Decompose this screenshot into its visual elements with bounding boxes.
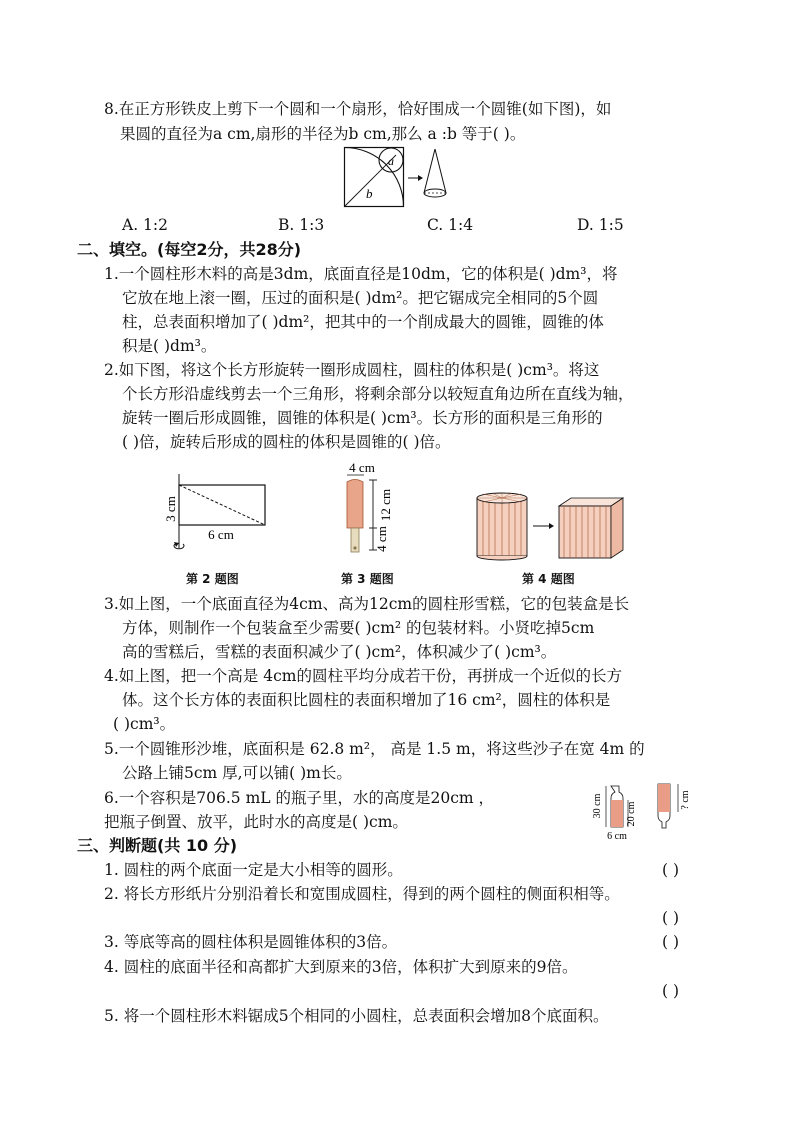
q8-line2: 果圆的直径为a cm,扇形的半径为b cm,那么 a :b 等于( )。 <box>120 125 526 143</box>
fig6-label-20: 20 cm <box>626 801 637 827</box>
s3-item1-answer[interactable]: ( ) <box>662 861 680 879</box>
s2-q5-line1: 5.一个圆锥形沙堆，底面积是 62.8 m²， 高是 1.5 m，将这些沙子在宽 4m 的 <box>104 740 645 758</box>
s2-q6-line2: 把瓶子倒置、放平，此时水的高度是( )cm。 <box>104 813 408 831</box>
fig2-label-width: 6 cm <box>208 527 234 542</box>
fig2-rectangle <box>163 474 276 554</box>
s2-q2-line2: 个长方形沿虚线剪去一个三角形，将剩余部分以较短直角边所在直线为轴， <box>122 385 634 403</box>
s2-q2-line1: 2.如下图，将这个长方形旋转一圈形成圆柱，圆柱的体积是( )cm³。将这 <box>104 361 600 379</box>
fig2-label-height: 3 cm <box>163 496 178 522</box>
s3-item5: 5. 将一个圆柱形木料锯成5个相同的小圆柱，总表面积会增加8个底面积。 <box>104 1007 609 1025</box>
s3-item3: 3. 等底等高的圆柱体积是圆锥体积的3倍。 <box>104 933 398 951</box>
s2-q1-line4: 积是( )dm³。 <box>122 337 217 355</box>
q8-option-c: C. 1:4 <box>427 216 474 234</box>
s2-q4-line2: 体。这个长方体的表面积比圆柱的表面积增加了16 cm²，圆柱的体积是 <box>122 691 611 709</box>
s3-item1: 1. 圆柱的两个底面一定是大小相等的圆形。 <box>104 861 403 879</box>
fig4-cylinder-to-cuboid <box>475 488 635 568</box>
fig6-label-q: ? cm <box>680 790 691 810</box>
fig8-label-b: b <box>366 186 373 201</box>
s2-q1-line1: 1.一个圆柱形木料的高是3dm，底面直径是10dm，它的体积是( )dm³，将 <box>104 265 618 283</box>
section2-title: 二、填空。(每空2分，共28分) <box>77 240 302 259</box>
fig3-popsicle <box>338 458 408 558</box>
q8-option-d: D. 1:5 <box>577 216 624 234</box>
s2-q1-line3: 柱，总表面积增加了( )dm²，把其中的一个削成最大的圆锥，圆锥的体 <box>122 313 604 331</box>
q8-line1: 8.在正方形铁皮上剪下一个圆和一个扇形，恰好围成一个圆锥(如下图)，如 <box>104 100 612 118</box>
s2-q2-line4: ( )倍，旋转后形成的圆柱的体积是圆锥的( )倍。 <box>122 433 451 451</box>
caption-fig4: 第 4 题图 <box>522 572 575 586</box>
fig3-label-bot: 4 cm <box>374 526 389 552</box>
s2-q3-line1: 3.如上图，一个底面直径为4cm、高为12cm的圆柱形雪糕，它的包装盒是长 <box>104 595 630 613</box>
s2-q4-line3: ( )cm³。 <box>113 715 176 733</box>
caption-fig2: 第 2 题图 <box>186 572 239 586</box>
s2-q1-line2: 它放在地上滚一圈，压过的面积是( )dm²。把它锯成完全相同的5个圆 <box>122 289 599 307</box>
s2-q3-line3: 高的雪糕后，雪糕的表面积减少了( )cm²，体积减少了( )cm³。 <box>122 643 557 661</box>
q8-option-b: B. 1:3 <box>278 216 325 234</box>
s3-item3-answer[interactable]: ( ) <box>662 933 680 951</box>
s2-q3-line2: 方体，则制作一个包装盒至少需要( )cm² 的包装材料。小贤吃掉5cm <box>122 619 595 637</box>
s3-item2: 2. 将长方形纸片分别沿着长和宽围成圆柱，得到的两个圆柱的侧面积相等。 <box>104 885 620 903</box>
s2-q4-line1: 4.如上图，把一个高是 4cm的圆柱平均分成若干份，再拼成一个近似的长方 <box>104 667 622 685</box>
s3-item4-answer[interactable]: ( ) <box>662 982 680 1000</box>
s3-item4: 4. 圆柱的底面半径和高都扩大到原来的3倍，体积扩大到原来的9倍。 <box>104 958 578 976</box>
fig3-label-mid: 12 cm <box>378 488 393 522</box>
s2-q6-line1: 6.一个容积是706.5 mL 的瓶子里，水的高度是20cm ， <box>104 789 495 807</box>
fig8-label-a: a <box>388 154 394 168</box>
fig3-label-top: 4 cm <box>349 460 375 475</box>
fig6-bottles <box>592 782 702 842</box>
section3-title: 三、判断题(共 10 分) <box>77 836 238 855</box>
q8-option-a: A. 1:2 <box>122 216 168 234</box>
s2-q2-line3: 旋转一圈后形成圆锥，圆锥的体积是( )cm³。长方形的面积是三角形的 <box>122 409 603 427</box>
caption-fig3: 第 3 题图 <box>341 572 394 586</box>
fig6-label-6: 6 cm <box>607 831 627 842</box>
q8-figure <box>344 147 484 215</box>
s3-item2-answer[interactable]: ( ) <box>662 909 680 927</box>
s2-q5-line2: 公路上铺5cm 厚,可以铺( )m长。 <box>122 764 352 782</box>
fig6-label-30: 30 cm <box>592 793 603 819</box>
